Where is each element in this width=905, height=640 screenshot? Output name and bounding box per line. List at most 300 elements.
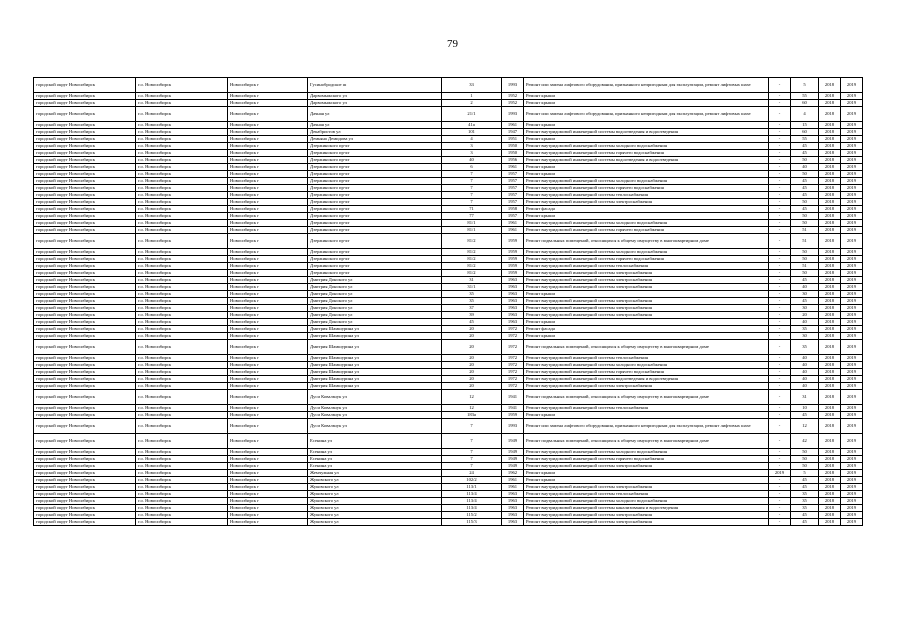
table-row	[34, 491, 863, 498]
completed-cell: -	[769, 383, 791, 390]
municipality-cell: городской округ Новосибирск	[34, 100, 136, 107]
settlement-cell: г.о. Новосибирск	[136, 164, 228, 171]
year-built-cell: 1959	[502, 256, 524, 263]
end-year-cell: 2019	[841, 312, 863, 319]
house-number-cell: 37	[442, 305, 502, 312]
house-number-cell: 31	[442, 277, 502, 284]
city-cell: Новосибирск г	[228, 519, 308, 526]
street-cell: Дарвомыжского ул	[308, 93, 442, 100]
city-cell: Новосибирск г	[228, 270, 308, 277]
year-built-cell: 1951	[502, 136, 524, 143]
table-row	[34, 405, 863, 412]
cost-cell: 15	[791, 122, 819, 129]
work-type-cell: Ремонт внутридомовой инженерной системы электроснабжения	[524, 383, 769, 390]
work-type-cell: Ремонт внутридомовой инженерной системы теплоснабжения	[524, 491, 769, 498]
completed-cell: -	[769, 78, 791, 93]
table-row	[34, 319, 863, 326]
completed-cell: -	[769, 150, 791, 157]
completed-cell: -	[769, 376, 791, 383]
cost-cell: 45	[791, 298, 819, 305]
settlement-cell: г.о. Новосибирск	[136, 263, 228, 270]
completed-cell: -	[769, 100, 791, 107]
work-type-cell: Ремонт внутридомовой инженерной системы электроснабжения	[524, 512, 769, 519]
completed-cell: -	[769, 178, 791, 185]
table-row	[34, 277, 863, 284]
completed-cell: -	[769, 312, 791, 319]
settlement-cell: г.о. Новосибирск	[136, 136, 228, 143]
year-built-cell: 1957	[502, 213, 524, 220]
year-built-cell: 1961	[502, 227, 524, 234]
municipality-cell: городской округ Новосибирск	[34, 107, 136, 122]
house-number-cell: 20	[442, 383, 502, 390]
completed-cell: -	[769, 249, 791, 256]
cost-cell: 40	[791, 284, 819, 291]
end-year-cell: 2019	[841, 390, 863, 405]
house-number-cell: 81/1	[442, 220, 502, 227]
start-year-cell: 2018	[819, 277, 841, 284]
work-type-cell: Ремонт крыши	[524, 470, 769, 477]
city-cell: Новосибирск г	[228, 100, 308, 107]
settlement-cell: г.о. Новосибирск	[136, 157, 228, 164]
house-number-cell: 81/2	[442, 256, 502, 263]
settlement-cell: г.о. Новосибирск	[136, 369, 228, 376]
work-type-cell: Ремонт внутридомовой инженерной системы электроснабжения	[524, 312, 769, 319]
house-number-cell: 20	[442, 333, 502, 340]
city-cell: Новосибирск г	[228, 463, 308, 470]
settlement-cell: г.о. Новосибирск	[136, 291, 228, 298]
municipality-cell: городской округ Новосибирск	[34, 326, 136, 333]
street-cell: Дзержинского пр-кт	[308, 192, 442, 199]
start-year-cell: 2018	[819, 93, 841, 100]
start-year-cell: 2018	[819, 129, 841, 136]
settlement-cell: г.о. Новосибирск	[136, 405, 228, 412]
year-built-cell: 1963	[502, 519, 524, 526]
city-cell: Новосибирск г	[228, 362, 308, 369]
cost-cell: 50	[791, 249, 819, 256]
year-built-cell: 1961	[502, 484, 524, 491]
city-cell: Новосибирск г	[228, 277, 308, 284]
completed-cell: -	[769, 213, 791, 220]
end-year-cell: 2019	[841, 498, 863, 505]
settlement-cell: г.о. Новосибирск	[136, 477, 228, 484]
work-type-cell: Ремонт внутридомовой инженерной системы холодного водоснабжения	[524, 220, 769, 227]
city-cell: Новосибирск г	[228, 171, 308, 178]
settlement-cell: г.о. Новосибирск	[136, 129, 228, 136]
cost-cell: 40	[791, 362, 819, 369]
street-cell: Дзержинского пр-кт	[308, 234, 442, 249]
street-cell: Дарвомыжского ул	[308, 100, 442, 107]
settlement-cell: г.о. Новосибирск	[136, 256, 228, 263]
table-row	[34, 355, 863, 362]
house-number-cell: 7	[442, 456, 502, 463]
work-type-cell: Ремонт крыши	[524, 291, 769, 298]
street-cell: Дзержинского пр-кт	[308, 164, 442, 171]
year-built-cell: 1963	[502, 505, 524, 512]
house-number-cell: 7	[442, 419, 502, 434]
start-year-cell: 2018	[819, 122, 841, 129]
start-year-cell: 2018	[819, 213, 841, 220]
city-cell: Новосибирск г	[228, 249, 308, 256]
work-type-cell: Ремонт подвальных помещений, относящихся к общему имуществу в многоквартирном доме	[524, 234, 769, 249]
street-cell: Жуковского ул	[308, 491, 442, 498]
cost-cell: 12	[791, 419, 819, 434]
year-built-cell: 1949	[502, 449, 524, 456]
city-cell: Новосибирск г	[228, 157, 308, 164]
completed-cell: -	[769, 164, 791, 171]
city-cell: Новосибирск г	[228, 93, 308, 100]
settlement-cell: г.о. Новосибирск	[136, 213, 228, 220]
house-number-cell: 7	[442, 449, 502, 456]
year-built-cell: 1963	[502, 305, 524, 312]
municipality-cell: городской округ Новосибирск	[34, 129, 136, 136]
end-year-cell: 2019	[841, 249, 863, 256]
year-built-cell: 1963	[502, 277, 524, 284]
year-built-cell: 1957	[502, 171, 524, 178]
table-row	[34, 136, 863, 143]
house-number-cell: 81/2	[442, 263, 502, 270]
house-number-cell: 81/2	[442, 234, 502, 249]
table-row	[34, 498, 863, 505]
completed-cell: -	[769, 256, 791, 263]
work-type-cell: Ремонт внутридомовой инженерной системы горячего водоснабжения	[524, 456, 769, 463]
start-year-cell: 2018	[819, 136, 841, 143]
year-built-cell: 1949	[502, 463, 524, 470]
street-cell: Жуковского ул	[308, 477, 442, 484]
street-cell: Дзержинского пр-кт	[308, 256, 442, 263]
municipality-cell: городской округ Новосибирск	[34, 249, 136, 256]
year-built-cell: 1947	[502, 129, 524, 136]
house-number-cell: 6	[442, 164, 502, 171]
work-type-cell: Ремонт внутридомовой инженерной системы водоотведения и водоотведения	[524, 376, 769, 383]
street-cell: Дзержинского пр-кт	[308, 199, 442, 206]
house-number-cell: 2	[442, 100, 502, 107]
end-year-cell: 2019	[841, 150, 863, 157]
work-type-cell: Ремонт крыши	[524, 412, 769, 419]
end-year-cell: 2019	[841, 185, 863, 192]
end-year-cell: 2019	[841, 519, 863, 526]
start-year-cell: 2018	[819, 199, 841, 206]
start-year-cell: 2018	[819, 355, 841, 362]
table-row	[34, 463, 863, 470]
street-cell: Жуковского ул	[308, 498, 442, 505]
table-row	[34, 390, 863, 405]
cost-cell: 45	[791, 519, 819, 526]
start-year-cell: 2018	[819, 312, 841, 319]
cost-cell: 50	[791, 456, 819, 463]
street-cell: Дмитрия Шамшурина ул	[308, 369, 442, 376]
year-built-cell: 1972	[502, 326, 524, 333]
city-cell: Новосибирск г	[228, 491, 308, 498]
table-row	[34, 150, 863, 157]
municipality-cell: городской округ Новосибирск	[34, 376, 136, 383]
work-type-cell: Ремонт внутридомовой инженерной системы водоотведения и водоотведения	[524, 157, 769, 164]
street-cell: Дзержинского пр-кт	[308, 157, 442, 164]
municipality-cell: городской округ Новосибирск	[34, 157, 136, 164]
cost-cell: 50	[791, 157, 819, 164]
completed-cell: -	[769, 456, 791, 463]
start-year-cell: 2018	[819, 470, 841, 477]
year-built-cell: 1993	[502, 107, 524, 122]
city-cell: Новосибирск г	[228, 369, 308, 376]
table-row	[34, 419, 863, 434]
street-cell: Дмитрия Шамшурина ул	[308, 355, 442, 362]
start-year-cell: 2018	[819, 263, 841, 270]
city-cell: Новосибирск г	[228, 78, 308, 93]
municipality-cell: городской округ Новосибирск	[34, 383, 136, 390]
house-number-cell: 4	[442, 136, 502, 143]
end-year-cell: 2019	[841, 298, 863, 305]
year-built-cell: 1959	[502, 270, 524, 277]
cost-cell: 45	[791, 150, 819, 157]
street-cell: Дмитрия Донского ул	[308, 277, 442, 284]
completed-cell: -	[769, 227, 791, 234]
table-row	[34, 185, 863, 192]
end-year-cell: 2019	[841, 512, 863, 519]
cost-cell: 30	[791, 333, 819, 340]
completed-cell: -	[769, 326, 791, 333]
start-year-cell: 2018	[819, 456, 841, 463]
year-built-cell: 1959	[502, 234, 524, 249]
house-number-cell: 20	[442, 376, 502, 383]
municipality-cell: городской округ Новосибирск	[34, 93, 136, 100]
table-row	[34, 505, 863, 512]
city-cell: Новосибирск г	[228, 206, 308, 213]
city-cell: Новосибирск г	[228, 326, 308, 333]
end-year-cell: 2019	[841, 505, 863, 512]
end-year-cell: 2019	[841, 284, 863, 291]
page-number: 79	[447, 38, 458, 50]
settlement-cell: г.о. Новосибирск	[136, 470, 228, 477]
house-number-cell: 113/4	[442, 491, 502, 498]
municipality-cell: городской округ Новосибирск	[34, 434, 136, 449]
work-type-cell: Ремонт подвальных помещений, относящихся к общему имуществу в многоквартирном доме	[524, 434, 769, 449]
municipality-cell: городской округ Новосибирск	[34, 470, 136, 477]
cost-cell: 45	[791, 477, 819, 484]
work-type-cell: Ремонт внутридомовой инженерной системы теплоснабжения	[524, 355, 769, 362]
end-year-cell: 2019	[841, 136, 863, 143]
settlement-cell: г.о. Новосибирск	[136, 122, 228, 129]
work-type-cell: Ремонт крыши	[524, 93, 769, 100]
work-type-cell: Ремонт подвальных помещений, относящихся к общему имуществу в многоквартирном доме	[524, 340, 769, 355]
start-year-cell: 2018	[819, 390, 841, 405]
city-cell: Новосибирск г	[228, 484, 308, 491]
start-year-cell: 2018	[819, 412, 841, 419]
settlement-cell: г.о. Новосибирск	[136, 362, 228, 369]
work-type-cell: Ремонт внутридомовой инженерной системы теплоснабжения	[524, 263, 769, 270]
settlement-cell: г.о. Новосибирск	[136, 270, 228, 277]
table-row	[34, 199, 863, 206]
year-built-cell: 1972	[502, 362, 524, 369]
end-year-cell: 2019	[841, 164, 863, 171]
end-year-cell: 2019	[841, 405, 863, 412]
municipality-cell: городской округ Новосибирск	[34, 390, 136, 405]
municipality-cell: городской округ Новосибирск	[34, 298, 136, 305]
year-built-cell: 1959	[502, 412, 524, 419]
table-row	[34, 220, 863, 227]
house-number-cell: 45	[442, 319, 502, 326]
end-year-cell: 2019	[841, 220, 863, 227]
completed-cell: -	[769, 122, 791, 129]
street-cell: Дзержинского пр-кт	[308, 178, 442, 185]
street-cell: Есенина ул	[308, 434, 442, 449]
start-year-cell: 2018	[819, 291, 841, 298]
street-cell: Демьяна Демидова ул	[308, 136, 442, 143]
start-year-cell: 2018	[819, 505, 841, 512]
house-number-cell: 71	[442, 206, 502, 213]
municipality-cell: городской округ Новосибирск	[34, 122, 136, 129]
start-year-cell: 2018	[819, 463, 841, 470]
house-number-cell: 20	[442, 362, 502, 369]
city-cell: Новосибирск г	[228, 390, 308, 405]
municipality-cell: городской округ Новосибирск	[34, 263, 136, 270]
year-built-cell: 1952	[502, 93, 524, 100]
settlement-cell: г.о. Новосибирск	[136, 512, 228, 519]
work-type-cell: Ремонт внутридомовой инженерной системы электроснабжения	[524, 270, 769, 277]
city-cell: Новосибирск г	[228, 340, 308, 355]
cost-cell: 40	[791, 369, 819, 376]
house-number-cell: 7	[442, 199, 502, 206]
house-number-cell: 31/1	[442, 284, 502, 291]
end-year-cell: 2019	[841, 122, 863, 129]
settlement-cell: г.о. Новосибирск	[136, 305, 228, 312]
cost-cell: 35	[791, 491, 819, 498]
end-year-cell: 2019	[841, 143, 863, 150]
year-built-cell: 1952	[502, 100, 524, 107]
completed-cell: -	[769, 157, 791, 164]
year-built-cell: 1941	[502, 405, 524, 412]
table-body	[34, 78, 863, 526]
settlement-cell: г.о. Новосибирск	[136, 505, 228, 512]
end-year-cell: 2019	[841, 178, 863, 185]
year-built-cell: 1972	[502, 376, 524, 383]
table-row	[34, 284, 863, 291]
end-year-cell: 2019	[841, 362, 863, 369]
table-row	[34, 434, 863, 449]
completed-cell: -	[769, 355, 791, 362]
table-row	[34, 376, 863, 383]
table-row	[34, 270, 863, 277]
house-number-cell: 35	[442, 291, 502, 298]
start-year-cell: 2018	[819, 362, 841, 369]
work-type-cell: Ремонт внутридомовой инженерной системы холодного водоснабжения	[524, 143, 769, 150]
settlement-cell: г.о. Новосибирск	[136, 519, 228, 526]
completed-cell: -	[769, 463, 791, 470]
end-year-cell: 2019	[841, 484, 863, 491]
start-year-cell: 2018	[819, 249, 841, 256]
settlement-cell: г.о. Новосибирск	[136, 383, 228, 390]
street-cell: Дзержинского пр-кт	[308, 143, 442, 150]
cost-cell: 30	[791, 305, 819, 312]
start-year-cell: 2018	[819, 206, 841, 213]
work-type-cell: Ремонт внутридомовой инженерной системы горячего водоснабжения	[524, 227, 769, 234]
year-built-cell: 1962	[502, 470, 524, 477]
city-cell: Новосибирск г	[228, 234, 308, 249]
municipality-cell: городской округ Новосибирск	[34, 178, 136, 185]
house-number-cell: 40	[442, 157, 502, 164]
start-year-cell: 2018	[819, 434, 841, 449]
municipality-cell: городской округ Новосибирск	[34, 355, 136, 362]
city-cell: Новосибирск г	[228, 213, 308, 220]
year-built-cell: 1941	[502, 390, 524, 405]
end-year-cell: 2019	[841, 234, 863, 249]
settlement-cell: г.о. Новосибирск	[136, 412, 228, 419]
work-type-cell: Ремонт внутридомовой инженерной системы горячего водоснабжения	[524, 369, 769, 376]
completed-cell: -	[769, 505, 791, 512]
street-cell: Жуковского ул	[308, 505, 442, 512]
table-row	[34, 326, 863, 333]
year-built-cell: 1993	[502, 419, 524, 434]
start-year-cell: 2018	[819, 512, 841, 519]
city-cell: Новосибирск г	[228, 434, 308, 449]
end-year-cell: 2019	[841, 277, 863, 284]
start-year-cell: 2018	[819, 491, 841, 498]
start-year-cell: 2018	[819, 100, 841, 107]
end-year-cell: 2019	[841, 463, 863, 470]
settlement-cell: г.о. Новосибирск	[136, 192, 228, 199]
settlement-cell: г.о. Новосибирск	[136, 333, 228, 340]
start-year-cell: 2018	[819, 284, 841, 291]
house-number-cell: 20	[442, 340, 502, 355]
table-row	[34, 129, 863, 136]
year-built-cell: 1961	[502, 164, 524, 171]
work-type-cell: Ремонт внутридомовой инженерной системы холодного водоснабжения	[524, 498, 769, 505]
municipality-cell: городской округ Новосибирск	[34, 192, 136, 199]
table-row	[34, 333, 863, 340]
cost-cell: 5	[791, 78, 819, 93]
municipality-cell: городской округ Новосибирск	[34, 305, 136, 312]
work-type-cell: Ремонт внутридомовой инженерной системы канализования и водоотведения	[524, 505, 769, 512]
cost-cell: 45	[791, 512, 819, 519]
city-cell: Новосибирск г	[228, 129, 308, 136]
work-type-cell: Ремонт фасада	[524, 326, 769, 333]
completed-cell: -	[769, 234, 791, 249]
street-cell: Есенина ул	[308, 456, 442, 463]
city-cell: Новосибирск г	[228, 355, 308, 362]
year-built-cell: 1963	[502, 312, 524, 319]
street-cell: Дзержинского пр-кт	[308, 270, 442, 277]
table-row	[34, 234, 863, 249]
year-built-cell: 1949	[502, 434, 524, 449]
street-cell: Дмитрия Донского ул	[308, 319, 442, 326]
work-type-cell: Ремонт внутридомовой инженерной системы горячего водоснабжения	[524, 150, 769, 157]
work-type-cell: Ремонт внутридомовой инженерной системы холодного водоснабжения	[524, 362, 769, 369]
completed-cell: -	[769, 333, 791, 340]
settlement-cell: г.о. Новосибирск	[136, 107, 228, 122]
settlement-cell: г.о. Новосибирск	[136, 277, 228, 284]
street-cell: Есенина ул	[308, 449, 442, 456]
street-cell: Дмитрия Донского ул	[308, 291, 442, 298]
municipality-cell: городской округ Новосибирск	[34, 171, 136, 178]
house-number-cell: 81/2	[442, 270, 502, 277]
completed-cell: -	[769, 291, 791, 298]
street-cell: Жуковского ул	[308, 484, 442, 491]
street-cell: Дмитрия Шамшурина ул	[308, 340, 442, 355]
settlement-cell: г.о. Новосибирск	[136, 93, 228, 100]
house-number-cell: 35	[442, 298, 502, 305]
table-row	[34, 178, 863, 185]
year-built-cell: 1958	[502, 206, 524, 213]
end-year-cell: 2019	[841, 355, 863, 362]
year-built-cell: 1959	[502, 249, 524, 256]
completed-cell: -	[769, 270, 791, 277]
house-number-cell: 7	[442, 171, 502, 178]
year-built-cell: 1957	[502, 192, 524, 199]
street-cell: Дмитрия Шамшурина ул	[308, 326, 442, 333]
work-type-cell: Ремонт крыши	[524, 213, 769, 220]
year-built-cell: 1956	[502, 157, 524, 164]
municipality-cell: городской округ Новосибирск	[34, 449, 136, 456]
house-number-cell: 12	[442, 405, 502, 412]
